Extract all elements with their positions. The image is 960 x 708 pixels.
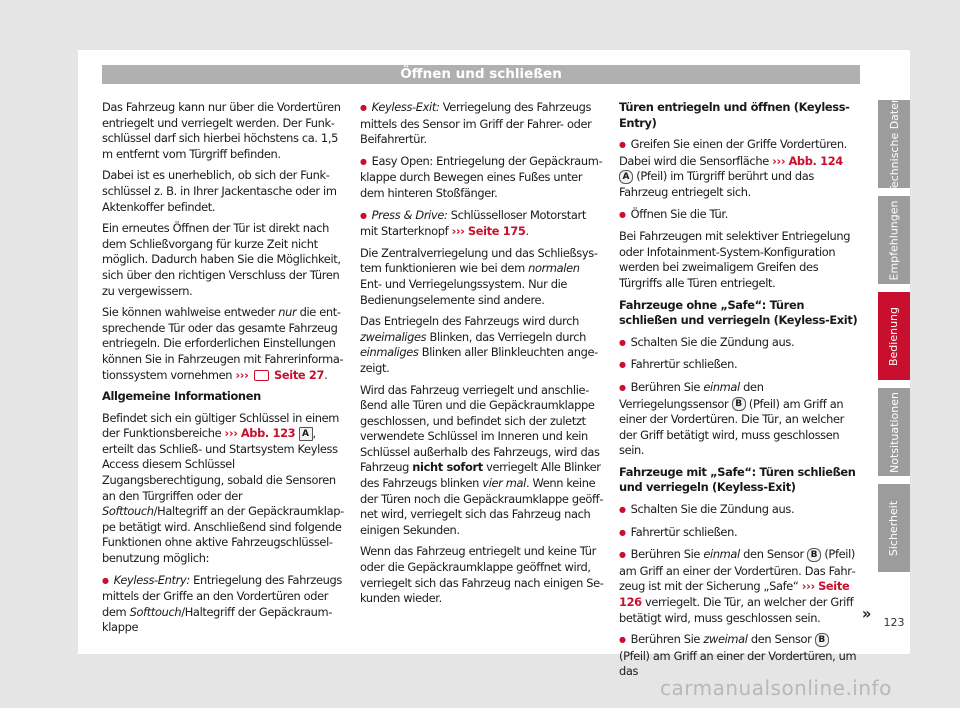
text: Sie können wahlweise entweder — [102, 305, 279, 320]
paragraph — [360, 383, 604, 539]
tab-label: Bedienung — [887, 306, 901, 366]
text: . — [525, 224, 529, 239]
arrow-ref-icon: ››› — [224, 426, 238, 441]
text: Die Zentralverriegelung und das Schließsystem funktionieren wie bei dem — [360, 245, 598, 276]
list-item — [360, 100, 604, 148]
text: Softtouch — [129, 604, 182, 619]
paragraph — [102, 411, 346, 567]
text: einmal — [703, 547, 740, 562]
paragraph: Das Fahrzeug kann nur über die Vordertüren entriegelt und verriegelt werden. Der Funkschlüssel darf sich hierbei höchstens ca. 1,5 m entfernt vom Türgriff befinden. — [102, 100, 341, 161]
section-heading: Türen entriegeln und öffnen (Keyless-Entry) — [619, 100, 850, 130]
text: Press & Drive: — [371, 207, 448, 222]
label-badge: A — [299, 427, 313, 441]
text: Wird das Fahrzeug verriegelt und anschließend alle Türen und die Gepäckraumklappe geschlossen, und befindet sich der zuletzt verwendete Schlüssel im Inneren und kein Schlüssel außerhalb des Fahrzeugs, wird das Fahrzeug — [360, 382, 600, 475]
text: Keyless-Entry: — [113, 572, 190, 587]
continue-icon: » — [862, 604, 872, 623]
list-item: ● Easy Open: Entriegelung der Gepäckraumklappe durch Bewegen eines Fußes unter dem hinteren Stoßfänger. — [360, 154, 604, 202]
text: zweimaliges — [360, 329, 427, 344]
page-title: Öffnen und schließen — [102, 65, 860, 84]
list-item — [619, 632, 859, 680]
text: . — [324, 367, 328, 382]
list-item: ● Fahrertür schließen. — [619, 525, 859, 542]
text: die entsprechende Tür oder das gesamte Fahrzeug entriegeln. Die erforderlichen Einstellungen können Sie in Fahrzeugen mit Fahrerinformationssystem vornehmen — [102, 305, 344, 382]
text: , erteilt das Schließ- und Startsystem Keyless Access diesem Schlüssel Zugangsberechtigung, sobald die Sensoren an den Türgriffen oder der — [102, 426, 338, 503]
list-item: ● Schalten Sie die Zündung aus. — [619, 502, 859, 519]
label-badge: A — [619, 170, 633, 184]
list-item — [102, 573, 346, 636]
page-link[interactable]: Seite 126 — [619, 579, 850, 610]
text: einmal — [703, 379, 740, 394]
text: nicht sofort — [412, 460, 483, 475]
list-item: ● Fahrertür schließen. — [619, 357, 859, 374]
text: den Verriegelungssensor — [619, 379, 764, 411]
text: zweimal — [703, 632, 748, 647]
list-item: ● Schalten Sie die Zündung aus. — [619, 335, 859, 352]
column-3 — [619, 100, 859, 686]
text: vier mal — [482, 476, 526, 491]
column-2 — [360, 100, 604, 613]
text: /Haltegriff der Gepäckraumklappe — [102, 604, 333, 635]
paragraph — [360, 314, 604, 376]
tab-notsituationen[interactable] — [878, 388, 910, 476]
paragraph: Wenn das Fahrzeug entriegelt und keine Tür oder die Gepäckraumklappe geöffnet wird, verriegelt sich das Fahrzeug nach einigen Sekunden wieder. — [360, 544, 604, 606]
page-number: 123 — [883, 616, 905, 629]
book-icon — [254, 370, 269, 381]
text: normalen — [528, 261, 580, 276]
tab-sicherheit[interactable] — [878, 484, 910, 572]
list-item — [619, 380, 859, 459]
paragraph: Dabei ist es unerheblich, ob sich der Funkschlüssel z. B. in Ihrer Jackentasche oder im Aktenkoffer befindet. — [102, 168, 337, 214]
text: den Sensor — [739, 547, 808, 562]
arrow-ref-icon: ››› — [451, 224, 465, 239]
section-heading: Fahrzeuge ohne „Safe“: Türen schließen und verriegeln (Keyless-Exit) — [619, 297, 858, 328]
text: verriegelt Alle Blinker des Fahrzeugs blinken — [360, 460, 601, 491]
watermark: carmanualsonline.info — [660, 676, 892, 700]
text: den Sensor — [747, 632, 815, 647]
column-1 — [102, 100, 346, 642]
text: Schlüsselloser Motorstart mit Starterknopf — [360, 207, 586, 239]
text: (Pfeil) im Türgriff berührt und das Fahrzeug entriegelt sich. — [619, 169, 815, 199]
arrow-ref-icon: ››› — [235, 367, 249, 382]
text: einmaliges — [360, 345, 419, 360]
list-item: ● Öffnen Sie die Tür. — [619, 207, 859, 224]
text: Befindet sich ein gültiger Schlüssel in einem der Funktionsbereiche — [102, 410, 340, 441]
text: Softtouch — [102, 504, 154, 519]
label-badge: B — [732, 397, 746, 411]
text: Keyless-Exit: — [371, 100, 440, 114]
paragraph — [102, 305, 346, 383]
text: Entriegelung des Fahrzeugs mittels der Griffe an den Vordertüren oder dem — [102, 572, 343, 619]
arrow-ref-icon: ››› — [772, 153, 786, 168]
section-heading: Allgemeine Informationen — [102, 389, 261, 404]
text: (Pfeil) am Griff an einer der Vordertüren. Das Fahrzeug ist mit der Sicherung „Safe“ — [619, 547, 856, 594]
list-item — [360, 208, 604, 240]
text: (Pfeil) am Griff an einer der Vordertüren, um das — [619, 648, 857, 679]
text: nur — [278, 305, 297, 320]
text: Greifen Sie einen der Griffe Vordertüren. Dabei wird die Sensorfläche — [619, 137, 847, 168]
figure-link[interactable]: Abb. 124 — [788, 153, 843, 168]
paragraph — [360, 246, 604, 308]
tab-label: Sicherheit — [887, 500, 901, 556]
label-badge: B — [815, 633, 829, 647]
tab-bedienung[interactable] — [878, 292, 910, 380]
page-link[interactable]: Seite 27 — [274, 367, 325, 382]
page-link[interactable]: Seite 175 — [467, 224, 526, 239]
tab-label: Empfehlungen — [887, 200, 901, 280]
paragraph: Bei Fahrzeugen mit selektiver Entriegelung oder Infotainment-System-Konfiguration werden bei zweimaligem Greifen des Türgriffs alle Türen entriegelt. — [619, 229, 851, 290]
text: Verriegelung des Fahrzeugs mittels des Sensor im Griff der Fahrer- oder Beifahrertür. — [360, 100, 592, 147]
list-item — [619, 137, 859, 200]
tab-empfehlungen[interactable] — [878, 196, 910, 284]
text: Das Entriegeln des Fahrzeugs wird durch — [360, 314, 579, 329]
text: Blinken aller Blinkleuchten angezeigt. — [360, 345, 599, 375]
arrow-ref-icon: ››› — [801, 579, 815, 594]
tab-technische-daten[interactable] — [878, 95, 910, 193]
section-heading: Fahrzeuge mit „Safe“: Türen schließen und verriegeln (Keyless-Exit) — [619, 464, 856, 495]
text: Berühren Sie — [630, 547, 704, 562]
text: /Haltegriff an der Gepäckraumklappe betätigt wird. Anschließend sind folgende Funktionen ohne aktive Fahrzeugschlüsselbenutzung möglich: — [102, 504, 345, 566]
figure-link[interactable]: Abb. 123 — [240, 426, 296, 441]
text: . Wenn keine der Türen noch die Gepäckraumklappe geöffnet wird, verriegelt sich das Fahrzeug nach einigen Sekunden. — [360, 476, 604, 537]
text: Berühren Sie — [630, 632, 704, 647]
list-item — [619, 547, 859, 626]
text: Blinken, das Verriegeln durch — [426, 329, 586, 344]
tab-label: Notsituationen — [887, 391, 901, 473]
paragraph: Ein erneutes Öffnen der Tür ist direkt nach dem Schließvorgang für kurze Zeit nicht möglich. Dadurch haben Sie die Möglichkeit, sich über den richtigen Verschluss der Türen zu vergewissern. — [102, 221, 341, 298]
text: Ent- und Verriegelungssystem. Nur die Bedienungselemente sind andere. — [360, 276, 568, 307]
label-badge: B — [807, 548, 821, 562]
text: (Pfeil) am Griff an einer der Vordertüren. Die Tür, an welcher der Griff betätigt wird, muss geschlossen sein. — [619, 396, 844, 458]
text: verriegelt. Die Tür, an welcher der Griff betätigt wird, muss geschlossen sein. — [619, 595, 854, 625]
tab-label: Technische Daten — [887, 95, 901, 193]
text: Berühren Sie — [630, 379, 704, 394]
